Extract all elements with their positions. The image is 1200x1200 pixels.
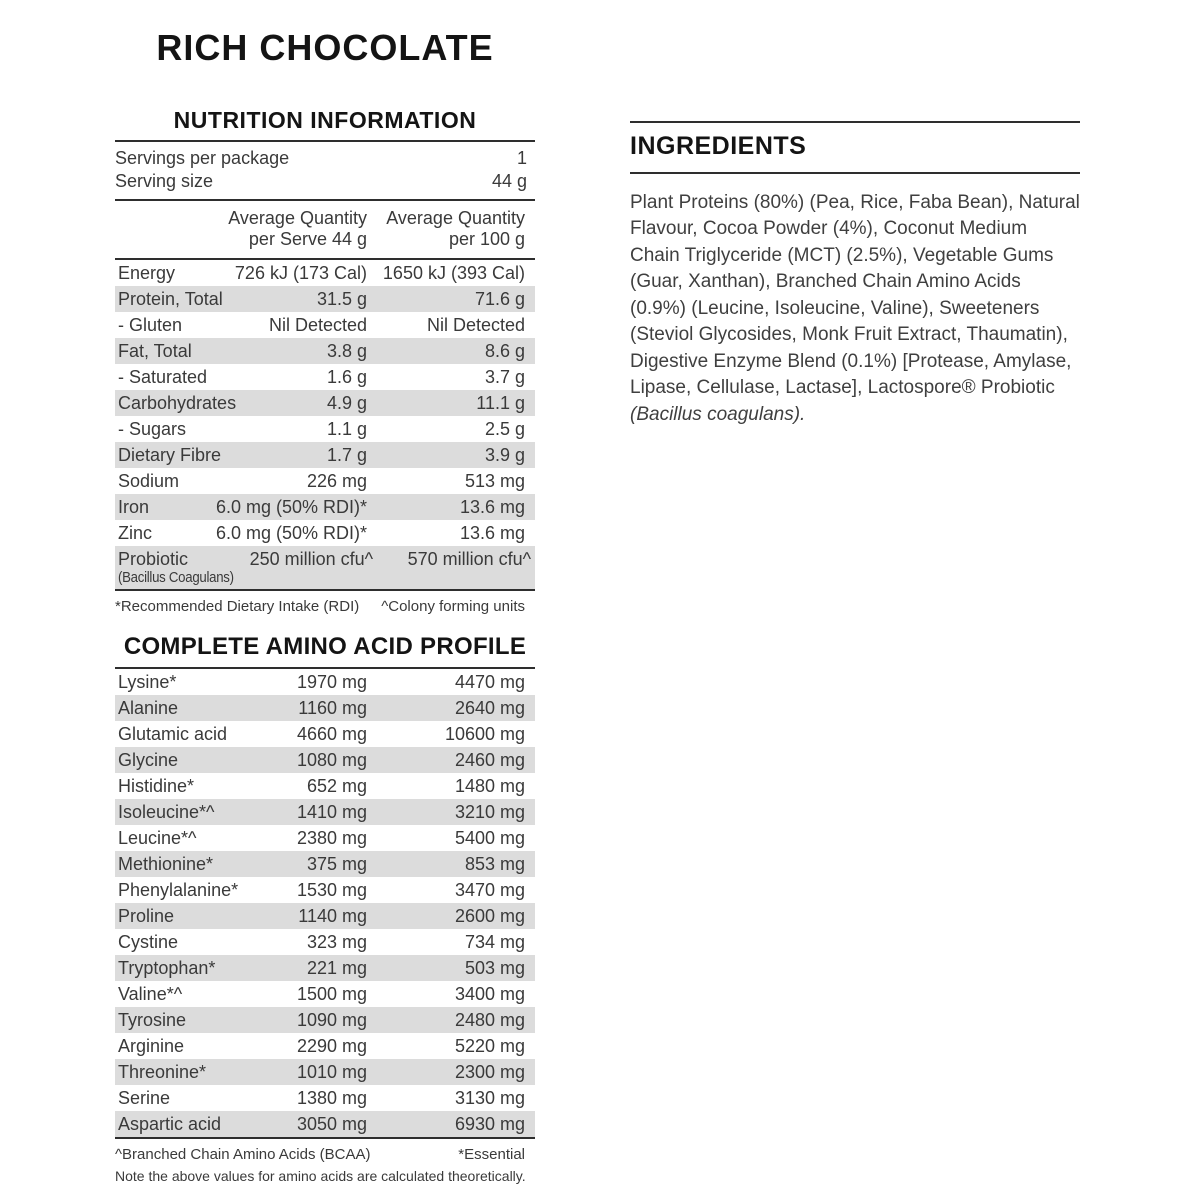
- nutrient-label: Protein, Total: [118, 289, 223, 310]
- nutrient-label: Fat, Total: [118, 341, 192, 362]
- per-serve-value: 1010 mg: [296, 1061, 367, 1082]
- amino-acid-table-row: [115, 903, 535, 929]
- amino-acid-table-row: [115, 929, 535, 955]
- per-100g-value: 5220 mg: [454, 1035, 525, 1056]
- per-serve-value: 1380 mg: [296, 1087, 367, 1108]
- per-serve-value: 375 mg: [306, 853, 367, 874]
- bcaa-footnote: ^Branched Chain Amino Acids (BCAA): [115, 1145, 371, 1163]
- per-100g-value: 3470 mg: [454, 879, 525, 900]
- nutrition-table-row: [115, 546, 535, 589]
- amino-acid-label: Isoleucine*^: [118, 801, 215, 822]
- nutrition-table-row: [115, 494, 535, 520]
- per-100g-value: 2460 mg: [454, 749, 525, 770]
- per-serve-value: 226 mg: [306, 471, 367, 492]
- nutrition-heading: NUTRITION INFORMATION: [115, 108, 535, 142]
- amino-acid-label: Histidine*: [118, 775, 195, 796]
- nutrition-table-row: [115, 312, 535, 338]
- nutrition-table-row: [115, 442, 535, 468]
- nutrition-table-row: [115, 390, 535, 416]
- per-serve-value: 1160 mg: [298, 697, 367, 718]
- per-serve-value: 221 mg: [306, 957, 367, 978]
- ingredients-text-main: Plant Proteins (80%) (Pea, Rice, Faba Bean), Natural Flavour, Cocoa Powder (4%), Coconut Medium Chain Triglyceride (MCT) (2.5%), Vegetable Gums (Guar, Xanthan), Branched Chain Amino Acids (0.9%) (Leucine, Isoleucine, Valine), Sweeteners (Steviol Glycosides, Monk Fruit Extract, Thaumatin), Digestive Enzyme Blend (0.1%) [Protease, Amylase, Lipase, Cellulase, Lactase], Lactospore® Probiotic: [630, 191, 1080, 398]
- nutrient-label: Iron: [118, 497, 150, 518]
- per-serve-value: 6.0 mg (50% RDI)*: [215, 497, 367, 518]
- per-100g-value: 3.7 g: [484, 367, 525, 388]
- amino-acid-table-row: [115, 773, 535, 799]
- per-serve-column-header: Average Quantity per Serve 44 g: [228, 208, 367, 250]
- amino-acid-table-row: [115, 955, 535, 981]
- per-serve-value: 4.9 g: [326, 393, 367, 414]
- per-100g-value: 6930 mg: [454, 1113, 525, 1134]
- serving-size-value: 44 g: [491, 171, 527, 192]
- amino-acid-label: Valine*^: [118, 983, 183, 1004]
- per-serve-value: 1140 mg: [298, 905, 367, 926]
- per-serve-value: 726 kJ (173 Cal): [234, 263, 367, 284]
- per-100g-value: 513 mg: [464, 471, 525, 492]
- per-serve-value: 2380 mg: [296, 827, 367, 848]
- per-100g-value: 1480 mg: [454, 775, 525, 796]
- servings-per-package-value: 1: [516, 148, 527, 169]
- amino-acid-label: Cystine: [118, 931, 179, 952]
- per-100g-value: 8.6 g: [484, 341, 525, 362]
- per-serve-value: 2290 mg: [296, 1035, 367, 1056]
- per-serve-value: Nil Detected: [268, 315, 367, 336]
- nutrition-panel: [115, 27, 535, 1185]
- nutrition-footnotes: [115, 598, 535, 616]
- serving-size-row: [115, 170, 535, 193]
- nutrient-label: - Sugars: [118, 419, 187, 440]
- ingredients-heading: INGREDIENTS: [630, 132, 807, 160]
- amino-acid-table-row: [115, 1085, 535, 1111]
- nutrition-table-row: [115, 286, 535, 312]
- nutrition-table-row: [115, 338, 535, 364]
- per-100g-value: 10600 mg: [444, 723, 525, 744]
- per-100g-value: 2640 mg: [454, 697, 525, 718]
- per-serve-value: 1.6 g: [326, 367, 367, 388]
- per-serve-value: 6.0 mg (50% RDI)*: [215, 523, 367, 544]
- per-serve-value: 1970 mg: [296, 671, 367, 692]
- ingredients-text-species: (Bacillus coagulans).: [630, 403, 806, 425]
- per-serve-value: 323 mg: [306, 931, 367, 952]
- per-100g-value: 4470 mg: [454, 671, 525, 692]
- nutrient-label: Dietary Fibre: [118, 445, 222, 466]
- amino-acid-label: Glycine: [118, 749, 179, 770]
- amino-acid-label: Arginine: [118, 1035, 185, 1056]
- per-100g-value: 2300 mg: [454, 1061, 525, 1082]
- amino-acid-label: Glutamic acid: [118, 723, 228, 744]
- per-100g-column-header: Average Quantity per 100 g: [386, 208, 525, 250]
- per-100g-value: 5400 mg: [454, 827, 525, 848]
- per-100g-value: 71.6 g: [474, 289, 525, 310]
- per-100g-value: 570 million cfu^: [407, 549, 532, 570]
- nutrition-table-body: [115, 260, 535, 591]
- per-serve-value: 31.5 g: [316, 289, 367, 310]
- per-100g-value: 3.9 g: [484, 445, 525, 466]
- per-serve-value: 652 mg: [306, 775, 367, 796]
- per-100g-value: 2480 mg: [454, 1009, 525, 1030]
- servings-block: [115, 142, 535, 201]
- per-serve-value: 1.1 g: [326, 419, 367, 440]
- per-100g-value: Nil Detected: [426, 315, 525, 336]
- per-100g-value: 734 mg: [464, 931, 525, 952]
- theoretical-values-note: Note the above values for amino acids are calculated theoretically.: [115, 1167, 526, 1184]
- amino-acid-label: Leucine*^: [118, 827, 197, 848]
- amino-acid-label: Proline: [118, 905, 175, 926]
- nutrition-table-row: [115, 468, 535, 494]
- nutrient-label: Sodium: [118, 471, 180, 492]
- nutrient-label: Probiotic (Bacillus Coagulans): [118, 549, 234, 587]
- per-serve-value: 3.8 g: [326, 341, 367, 362]
- per-100g-value: 2600 mg: [454, 905, 525, 926]
- amino-acid-table-row: [115, 721, 535, 747]
- per-serve-value: 4660 mg: [296, 723, 367, 744]
- amino-acid-label: Tyrosine: [118, 1009, 187, 1030]
- per-serve-value: 1.7 g: [326, 445, 367, 466]
- per-100g-value: 2.5 g: [484, 419, 525, 440]
- per-serve-value: 3050 mg: [296, 1113, 367, 1134]
- amino-acid-table-body: [115, 669, 535, 1139]
- ingredients-bottom-rule: [630, 172, 1080, 174]
- ingredients-text: [630, 190, 1080, 429]
- per-100g-value: 13.6 mg: [459, 523, 525, 544]
- servings-per-package-label: Servings per package: [115, 148, 290, 169]
- amino-acid-footnotes: [115, 1146, 535, 1164]
- per-serve-value: 1410 mg: [296, 801, 367, 822]
- cfu-footnote: ^Colony forming units: [381, 598, 525, 616]
- per-serve-value: 1500 mg: [296, 983, 367, 1004]
- amino-acid-table-row: [115, 799, 535, 825]
- amino-acid-table-row: [115, 1007, 535, 1033]
- nutrient-label: - Saturated: [118, 367, 208, 388]
- amino-acid-label: Threonine*: [118, 1061, 207, 1082]
- amino-acid-label: Methionine*: [118, 853, 214, 874]
- amino-acid-label: Aspartic acid: [118, 1113, 222, 1134]
- amino-acid-table-row: [115, 851, 535, 877]
- amino-acid-label: Lysine*: [118, 671, 177, 692]
- nutrient-label: Zinc: [118, 523, 153, 544]
- amino-acid-table-row: [115, 877, 535, 903]
- per-serve-value: 1080 mg: [296, 749, 367, 770]
- per-100g-value: 853 mg: [464, 853, 525, 874]
- nutrition-table-row: [115, 364, 535, 390]
- amino-acid-table-row: [115, 825, 535, 851]
- essential-footnote: *Essential: [458, 1145, 525, 1163]
- nutrition-table-row: [115, 520, 535, 546]
- per-100g-value: 503 mg: [464, 957, 525, 978]
- product-title: RICH CHOCOLATE: [156, 27, 494, 68]
- rdi-footnote: *Recommended Dietary Intake (RDI): [115, 598, 360, 616]
- per-serve-value: 1090 mg: [296, 1009, 367, 1030]
- servings-per-package-row: [115, 147, 535, 170]
- per-serve-value: 250 million cfu^: [249, 549, 374, 570]
- amino-acid-label: Tryptophan*: [118, 957, 216, 978]
- amino-acid-table-row: [115, 747, 535, 773]
- nutrition-table-row: [115, 416, 535, 442]
- amino-acid-label: Phenylalanine*: [118, 879, 239, 900]
- per-100g-value: 11.1 g: [476, 393, 525, 414]
- nutrition-column-headers: [115, 201, 535, 260]
- amino-acid-heading: COMPLETE AMINO ACID PROFILE: [115, 634, 535, 668]
- per-100g-value: 1650 kJ (393 Cal): [382, 263, 525, 284]
- per-100g-value: 13.6 mg: [459, 497, 525, 518]
- amino-acid-label: Alanine: [118, 697, 179, 718]
- nutrient-label: Energy: [118, 263, 176, 284]
- amino-acid-table-row: [115, 1033, 535, 1059]
- serving-size-label: Serving size: [115, 171, 214, 192]
- amino-acid-table-row: [115, 981, 535, 1007]
- amino-acid-label: Serine: [118, 1087, 171, 1108]
- per-100g-value: 3400 mg: [454, 983, 525, 1004]
- per-100g-value: 3210 mg: [454, 801, 525, 822]
- ingredients-panel: [630, 121, 1080, 428]
- amino-acid-table-row: [115, 1111, 535, 1137]
- nutrition-table-row: [115, 260, 535, 286]
- per-serve-value: 1530 mg: [296, 879, 367, 900]
- amino-acid-table-row: [115, 669, 535, 695]
- nutrient-label: - Gluten: [118, 315, 183, 336]
- nutrient-sublabel: (Bacillus Coagulans): [118, 569, 234, 587]
- nutrient-label: Carbohydrates: [118, 393, 237, 414]
- amino-acid-table-row: [115, 1059, 535, 1085]
- per-100g-value: 3130 mg: [454, 1087, 525, 1108]
- amino-acid-table-row: [115, 695, 535, 721]
